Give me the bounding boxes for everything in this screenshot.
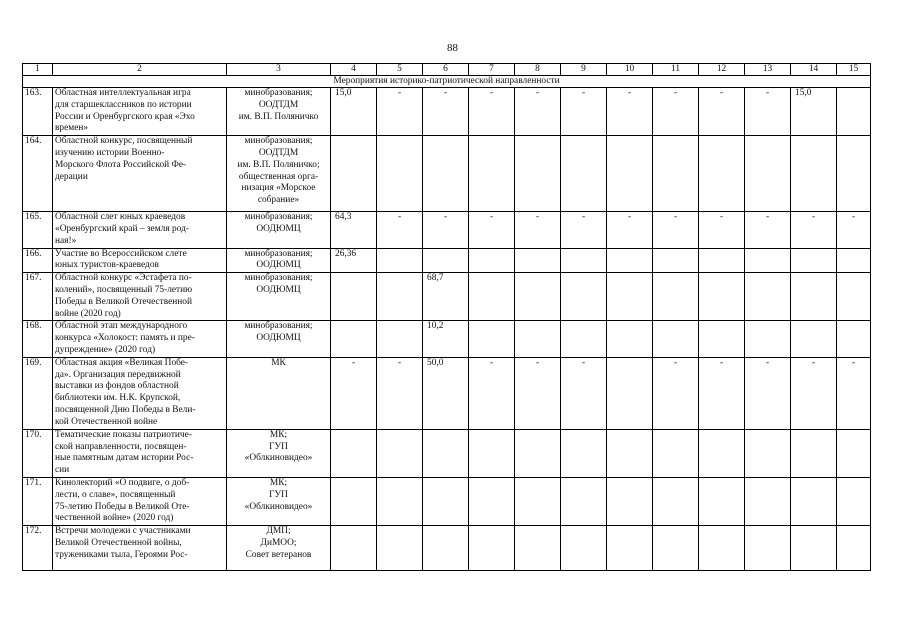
header-cell: 1	[23, 64, 53, 76]
header-cell: 3	[227, 64, 331, 76]
value-cell: 26,36	[331, 248, 377, 273]
value-cell: -	[791, 357, 837, 429]
value-cell	[837, 136, 871, 212]
value-cell	[423, 526, 469, 571]
value-cell	[607, 526, 653, 571]
value-cell	[607, 273, 653, 321]
value-cell	[377, 321, 423, 357]
value-cell: -	[699, 357, 745, 429]
value-cell	[561, 526, 607, 571]
value-cell	[469, 429, 515, 477]
header-cell: 11	[653, 64, 699, 76]
event-name: Тематические показы патриотиче- ской направленности, посвящен- ные памятным датам истории Рос- сии	[53, 429, 227, 477]
value-cell: 64,3	[331, 212, 377, 248]
value-cell	[699, 477, 745, 525]
value-cell	[837, 477, 871, 525]
value-cell	[423, 136, 469, 212]
header-cell: 13	[745, 64, 791, 76]
event-name: Участие во Всероссийском слете юных туристов-краеведов	[53, 248, 227, 273]
table-row	[23, 136, 871, 212]
value-cell: -	[515, 357, 561, 429]
value-cell	[653, 429, 699, 477]
value-cell: -	[791, 212, 837, 248]
row-number: 172.	[23, 526, 53, 571]
value-cell	[561, 321, 607, 357]
value-cell	[607, 136, 653, 212]
value-cell	[377, 477, 423, 525]
value-cell	[699, 526, 745, 571]
value-cell	[791, 321, 837, 357]
value-cell	[423, 248, 469, 273]
value-cell	[837, 88, 871, 136]
value-cell	[791, 273, 837, 321]
value-cell	[561, 248, 607, 273]
value-cell	[331, 321, 377, 357]
responsible-org: МК; ГУП «Облкиновидео»	[227, 477, 331, 525]
event-name: Областной конкурс, посвященный изучению истории Военно- Морского Флота Российской Фе- дерации	[53, 136, 227, 212]
value-cell: -	[561, 88, 607, 136]
value-cell	[745, 477, 791, 525]
value-cell: 15,0	[791, 88, 837, 136]
value-cell	[745, 136, 791, 212]
value-cell: -	[607, 88, 653, 136]
header-cell: 6	[423, 64, 469, 76]
value-cell	[469, 136, 515, 212]
responsible-org: минобразования; ООДЮМЦ	[227, 273, 331, 321]
value-cell	[653, 321, 699, 357]
value-cell: -	[331, 357, 377, 429]
value-cell: -	[515, 212, 561, 248]
value-cell	[607, 429, 653, 477]
value-cell	[607, 357, 653, 429]
value-cell	[653, 526, 699, 571]
header-cell: 14	[791, 64, 837, 76]
value-cell	[377, 429, 423, 477]
value-cell: -	[745, 357, 791, 429]
row-number: 167.	[23, 273, 53, 321]
value-cell	[561, 136, 607, 212]
responsible-org: МК	[227, 357, 331, 429]
value-cell: -	[607, 212, 653, 248]
value-cell: -	[699, 212, 745, 248]
table-row	[23, 357, 871, 429]
value-cell: 15,0	[331, 88, 377, 136]
responsible-org: минобразования; ООДТДМ им. В.П. Поляничко	[227, 88, 331, 136]
value-cell	[561, 477, 607, 525]
value-cell	[331, 136, 377, 212]
value-cell: -	[745, 88, 791, 136]
value-cell	[561, 273, 607, 321]
section-title: Мероприятия историко-патриотической направленности	[23, 76, 871, 88]
value-cell: -	[745, 212, 791, 248]
value-cell	[837, 321, 871, 357]
value-cell	[745, 273, 791, 321]
value-cell: -	[837, 357, 871, 429]
row-number: 171.	[23, 477, 53, 525]
value-cell	[515, 526, 561, 571]
value-cell: -	[423, 88, 469, 136]
header-cell: 2	[53, 64, 227, 76]
header-cell: 5	[377, 64, 423, 76]
value-cell	[607, 321, 653, 357]
row-number: 163.	[23, 88, 53, 136]
value-cell	[745, 429, 791, 477]
header-cell: 15	[837, 64, 871, 76]
value-cell	[653, 273, 699, 321]
value-cell	[331, 526, 377, 571]
event-name: Областной конкурс «Эстафета по- колений», посвященный 75-летию Победы в Великой Отечественной войне (2020 год)	[53, 273, 227, 321]
value-cell	[377, 136, 423, 212]
value-cell: 50,0	[423, 357, 469, 429]
value-cell	[469, 248, 515, 273]
value-cell: 10,2	[423, 321, 469, 357]
value-cell	[469, 273, 515, 321]
value-cell	[561, 429, 607, 477]
value-cell	[837, 273, 871, 321]
value-cell	[515, 321, 561, 357]
value-cell	[653, 136, 699, 212]
table-row	[23, 212, 871, 248]
value-cell	[837, 526, 871, 571]
value-cell	[699, 429, 745, 477]
event-name: Областной этап международного конкурса «Холокост: память и пре- дупреждение» (2020 год)	[53, 321, 227, 357]
value-cell	[423, 429, 469, 477]
value-cell	[791, 526, 837, 571]
event-name: Областная акция «Великая Побе- да». Организация передвижной выставки из фондов областной библиотеки им. Н.К. Крупской, посвященной Дню Победы в Вели- кой Отечественной войне	[53, 357, 227, 429]
table-row	[23, 526, 871, 571]
row-number: 169.	[23, 357, 53, 429]
value-cell: -	[837, 212, 871, 248]
value-cell: -	[377, 88, 423, 136]
value-cell: -	[561, 212, 607, 248]
row-number: 165.	[23, 212, 53, 248]
header-cell: 12	[699, 64, 745, 76]
table-row	[23, 477, 871, 525]
value-cell	[745, 321, 791, 357]
value-cell	[331, 477, 377, 525]
value-cell	[791, 477, 837, 525]
row-number: 166.	[23, 248, 53, 273]
row-number: 170.	[23, 429, 53, 477]
value-cell	[653, 477, 699, 525]
value-cell	[469, 321, 515, 357]
value-cell: -	[377, 212, 423, 248]
responsible-org: минобразования; ООДЮМЦ	[227, 212, 331, 248]
value-cell	[699, 321, 745, 357]
event-name: Встречи молодежи с участниками Великой Отечественной войны, тружениками тыла, Героями Рос-	[53, 526, 227, 571]
value-cell: -	[699, 88, 745, 136]
responsible-org: МК; ГУП «Облкиновидео»	[227, 429, 331, 477]
program-table	[22, 63, 871, 571]
table-row	[23, 273, 871, 321]
value-cell	[791, 248, 837, 273]
value-cell	[837, 429, 871, 477]
value-cell	[699, 136, 745, 212]
header-cell: 9	[561, 64, 607, 76]
value-cell	[745, 526, 791, 571]
value-cell	[745, 248, 791, 273]
section-row	[23, 76, 871, 88]
table-row	[23, 429, 871, 477]
value-cell: -	[469, 212, 515, 248]
value-cell	[515, 477, 561, 525]
header-cell: 10	[607, 64, 653, 76]
value-cell	[699, 273, 745, 321]
table-row	[23, 321, 871, 357]
row-number: 168.	[23, 321, 53, 357]
responsible-org: минобразования; ООДЮМЦ	[227, 321, 331, 357]
value-cell	[515, 273, 561, 321]
value-cell	[377, 248, 423, 273]
value-cell	[377, 526, 423, 571]
value-cell	[331, 273, 377, 321]
value-cell	[515, 429, 561, 477]
value-cell	[699, 248, 745, 273]
header-cell: 8	[515, 64, 561, 76]
value-cell	[607, 248, 653, 273]
event-name: Кинолекторий «О подвиге, о доб- лести, о славе», посвященный 75-летию Победы в Великой Оте- чественной войне» (2020 год)	[53, 477, 227, 525]
responsible-org: минобразования; ООДТДМ им. В.П. Поляничко; общественная орга- низация «Морское собрание»	[227, 136, 331, 212]
value-cell	[791, 136, 837, 212]
value-cell	[791, 429, 837, 477]
header-row	[23, 64, 871, 76]
value-cell: -	[469, 88, 515, 136]
value-cell: -	[515, 88, 561, 136]
value-cell	[515, 248, 561, 273]
value-cell	[469, 526, 515, 571]
header-cell: 4	[331, 64, 377, 76]
responsible-org: ДМП; ДиМОО; Совет ветеранов	[227, 526, 331, 571]
header-cell: 7	[469, 64, 515, 76]
value-cell: 68,7	[423, 273, 469, 321]
event-name: Областная интеллектуальная игра для старшеклассников по истории России и Оренбургского края «Эхо времен»	[53, 88, 227, 136]
value-cell: -	[423, 212, 469, 248]
value-cell: -	[653, 357, 699, 429]
table-row	[23, 88, 871, 136]
responsible-org: минобразования; ООДЮМЦ	[227, 248, 331, 273]
page-number: 88	[447, 42, 458, 54]
value-cell: -	[653, 212, 699, 248]
value-cell: -	[377, 357, 423, 429]
value-cell	[377, 273, 423, 321]
table-row	[23, 248, 871, 273]
value-cell	[607, 477, 653, 525]
value-cell	[515, 136, 561, 212]
value-cell	[653, 248, 699, 273]
value-cell	[469, 477, 515, 525]
value-cell: -	[561, 357, 607, 429]
value-cell: -	[469, 357, 515, 429]
event-name: Областной слет юных краеведов «Оренбургский край – земля род- ная!»	[53, 212, 227, 248]
value-cell	[331, 429, 377, 477]
row-number: 164.	[23, 136, 53, 212]
value-cell	[837, 248, 871, 273]
value-cell	[423, 477, 469, 525]
value-cell: -	[653, 88, 699, 136]
